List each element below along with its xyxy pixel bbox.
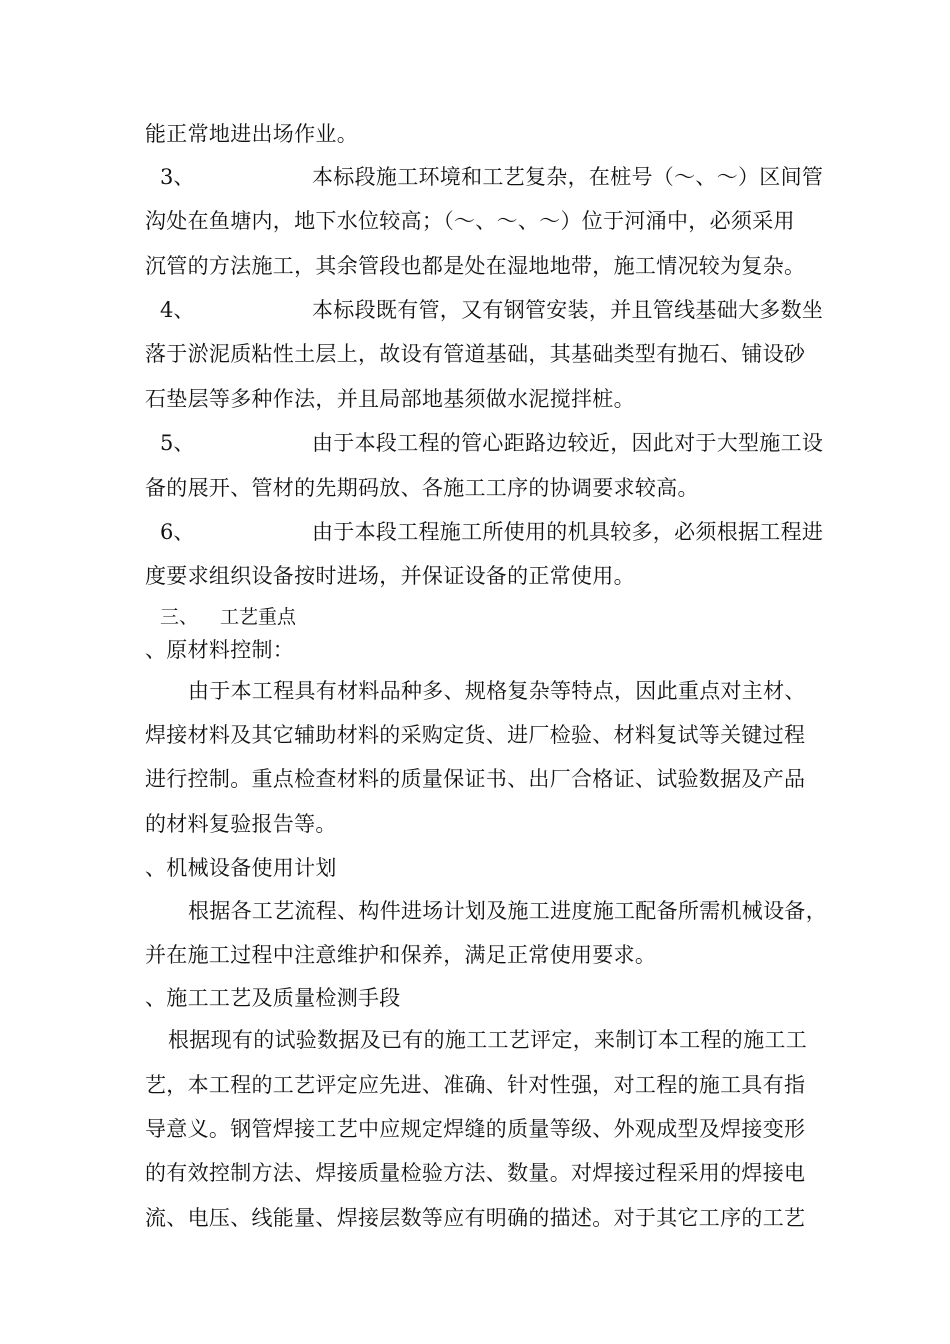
item-number: 3、 (160, 165, 195, 189)
text-line: 进行控制。重点检查材料的质量保证书、出厂合格证、试验数据及产品 (145, 767, 806, 791)
text-line: 沟处在鱼塘内，地下水位较高；（～、～、～）位于河涌中，必须采用 (145, 209, 795, 233)
item-text: 由于本段工程施工所使用的机具较多，必须根据工程进 (312, 520, 824, 544)
text-line: 落于淤泥质粘性土层上，故设有管道基础，其基础类型有抛石、铺设砂 (145, 342, 806, 366)
item-text: 本标段既有管，又有钢管安装，并且管线基础大多数坐 (312, 298, 824, 322)
subsection-heading: 、原材料控制： (145, 638, 295, 662)
section-number: 三、 (160, 606, 199, 628)
text-line: 的材料复验报告等。 (145, 812, 337, 836)
text-line: 并在施工过程中注意维护和保养，满足正常使用要求。 (145, 943, 657, 967)
text-line: 沉管的方法施工，其余管段也都是处在湿地地带，施工情况较为复杂。 (145, 254, 806, 278)
text-line: 度要求组织设备按时进场，并保证设备的正常使用。 (145, 564, 635, 588)
text-line: 导意义。钢管焊接工艺中应规定焊缝的质量等级、外观成型及焊接变形 (145, 1117, 806, 1141)
text-line: 能正常地进出场作业。 (145, 122, 358, 146)
text-line: 根据各工艺流程、构件进场计划及施工进度施工配备所需机械设备， (188, 899, 827, 923)
text-line: 由于本工程具有材料品种多、规格复杂等特点，因此重点对主材、 (188, 679, 806, 703)
text-line: 石垫层等多种作法，并且局部地基须做水泥搅拌桩。 (145, 387, 635, 411)
subsection-heading: 、施工工艺及质量检测手段 (145, 986, 401, 1010)
text-line: 的有效控制方法、焊接质量检验方法、数量。对焊接过程采用的焊接电 (145, 1161, 806, 1185)
subsection-heading: 、机械设备使用计划 (145, 856, 337, 880)
item-number: 6、 (160, 520, 195, 544)
item-text: 本标段施工环境和工艺复杂，在桩号（～、～）区间管 (312, 165, 824, 189)
text-line: 焊接材料及其它辅助材料的采购定货、进厂检验、材料复试等关键过程 (145, 723, 806, 747)
text-line: 备的展开、管材的先期码放、各施工工序的协调要求较高。 (145, 476, 699, 500)
text-line: 根据现有的试验数据及已有的施工工艺评定，来制订本工程的施工工 (168, 1028, 807, 1052)
text-line: 流、电压、线能量、焊接层数等应有明确的描述。对于其它工序的工艺 (145, 1206, 806, 1230)
item-number: 5、 (160, 431, 195, 455)
item-text: 由于本段工程的管心距路边较近，因此对于大型施工设 (312, 431, 824, 455)
item-number: 4、 (160, 298, 195, 322)
text-line: 艺，本工程的工艺评定应先进、准确、针对性强，对工程的施工具有指 (145, 1073, 806, 1097)
section-title: 工艺重点 (220, 606, 297, 628)
